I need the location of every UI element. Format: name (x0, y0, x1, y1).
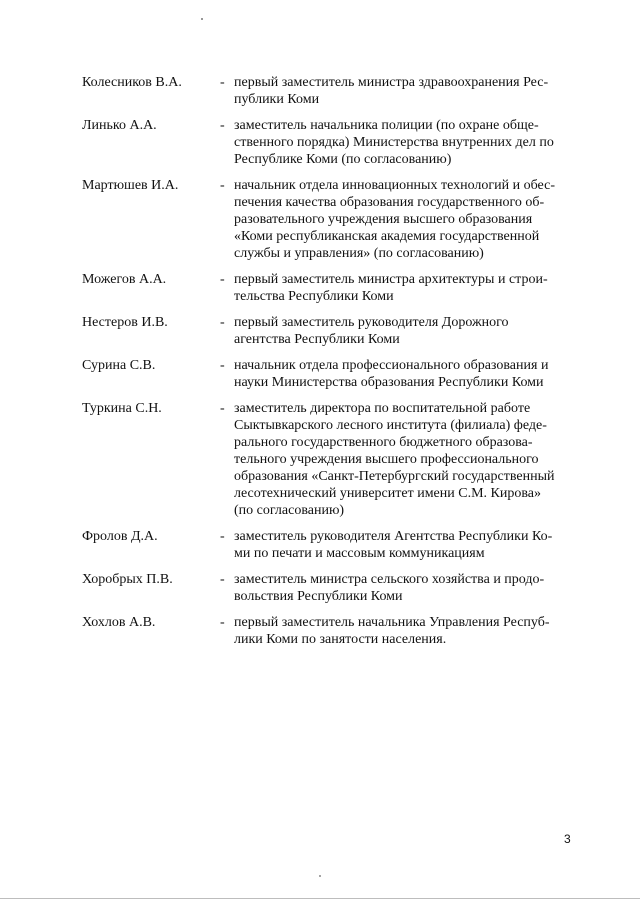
entry-dash: - (220, 118, 225, 133)
page-number: 3 (564, 832, 571, 846)
roster-entry (82, 400, 592, 519)
member-name: Хоробрых П.В. (82, 572, 173, 587)
position-line: службы и управления» (по согласованию) (234, 246, 484, 261)
member-position (234, 74, 592, 108)
position-line: ственного порядка) Министерства внутренних дел по (234, 135, 554, 150)
position-line: печения качества образования государственного об- (234, 195, 545, 210)
member-name: Фролов Д.А. (82, 529, 158, 544)
position-line: первый заместитель руководителя Дорожного (234, 315, 509, 330)
member-position (234, 271, 592, 305)
position-line: первый заместитель министра архитектуры и строи- (234, 272, 548, 287)
position-line: разовательного учреждения высшего образования (234, 212, 533, 227)
member-name: Хохлов А.В. (82, 615, 156, 630)
position-line: образования «Санкт-Петербургский государственный (234, 469, 555, 484)
member-position (234, 177, 592, 262)
position-line: начальник отдела профессионального образования и (234, 358, 549, 373)
position-line: науки Министерства образования Республики Коми (234, 375, 544, 390)
position-line: ми по печати и массовым коммуникациям (234, 546, 485, 561)
entry-dash: - (220, 315, 225, 330)
member-position (234, 400, 592, 519)
member-name: Нестеров И.В. (82, 315, 168, 330)
entry-dash: - (220, 572, 225, 587)
entry-dash: - (220, 401, 225, 416)
member-roster (82, 74, 592, 648)
position-line: Республике Коми (по согласованию) (234, 152, 452, 167)
entry-dash: - (220, 615, 225, 630)
position-line: «Коми республиканская академия государственной (234, 229, 540, 244)
roster-entry (82, 614, 592, 648)
member-position (234, 614, 592, 648)
roster-entry (82, 314, 592, 348)
roster-entry (82, 117, 592, 168)
member-name: Можегов А.А. (82, 272, 167, 287)
position-line: тельного учреждения высшего профессионального (234, 452, 539, 467)
entry-dash: - (220, 75, 225, 90)
position-line: заместитель министра сельского хозяйства и продо- (234, 572, 545, 587)
position-line: (по согласованию) (234, 503, 345, 518)
member-name: Линько А.А. (82, 118, 157, 133)
position-line: публики Коми (234, 92, 320, 107)
scan-speck (319, 875, 321, 877)
position-line: рального государственного бюджетного образова- (234, 435, 533, 450)
member-name: Сурина С.В. (82, 358, 156, 373)
roster-entry (82, 271, 592, 305)
position-line: начальник отдела инновационных технологий и обес- (234, 178, 555, 193)
member-name: Колесников В.А. (82, 75, 182, 90)
entry-dash: - (220, 358, 225, 373)
roster-entry (82, 177, 592, 262)
scan-speck (201, 18, 203, 20)
roster-entry (82, 74, 592, 108)
roster-entry (82, 571, 592, 605)
position-line: заместитель директора по воспитательной работе (234, 401, 531, 416)
member-position (234, 117, 592, 168)
position-line: вольствия Республики Коми (234, 589, 403, 604)
page-bottom-edge (0, 898, 640, 899)
entry-dash: - (220, 272, 225, 287)
position-line: первый заместитель министра здравоохранения Рес- (234, 75, 549, 90)
position-line: лики Коми по занятости населения. (234, 632, 447, 647)
position-line: тельства Республики Коми (234, 289, 394, 304)
roster-entry (82, 357, 592, 391)
member-position (234, 571, 592, 605)
member-position (234, 314, 592, 348)
member-name: Мартюшев И.А. (82, 178, 179, 193)
member-position (234, 357, 592, 391)
position-line: лесотехнический университет имени С.М. Кирова» (234, 486, 542, 501)
member-position (234, 528, 592, 562)
roster-entry (82, 528, 592, 562)
position-line: Сыктывкарского лесного института (филиала) феде- (234, 418, 547, 433)
position-line: заместитель начальника полиции (по охране обще- (234, 118, 539, 133)
position-line: первый заместитель начальника Управления Респуб- (234, 615, 550, 630)
position-line: агентства Республики Коми (234, 332, 400, 347)
entry-dash: - (220, 529, 225, 544)
position-line: заместитель руководителя Агентства Республики Ко- (234, 529, 553, 544)
member-name: Туркина С.Н. (82, 401, 162, 416)
entry-dash: - (220, 178, 225, 193)
